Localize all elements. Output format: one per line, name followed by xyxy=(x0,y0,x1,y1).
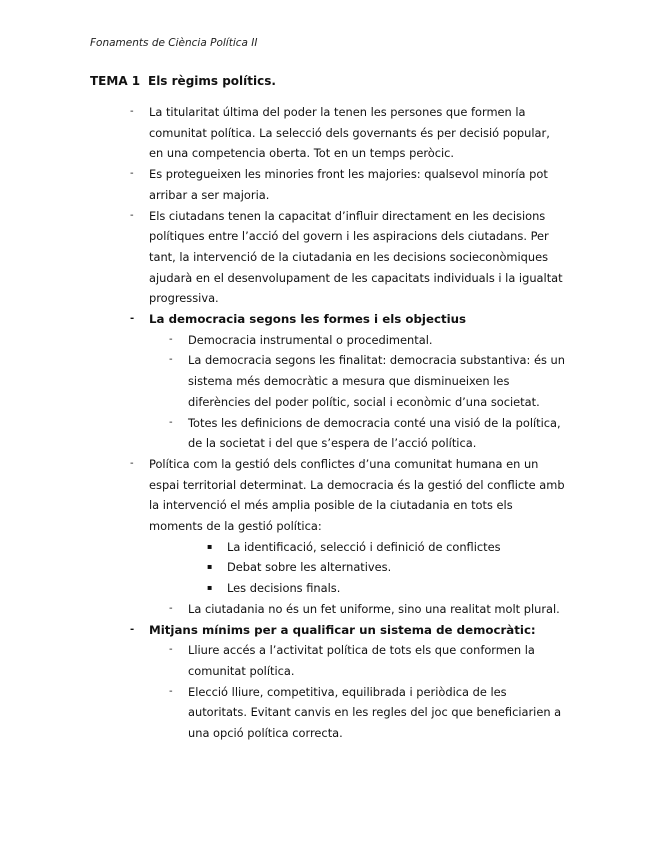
list-item xyxy=(0,102,565,164)
list-item xyxy=(0,350,565,412)
list-item xyxy=(0,413,565,454)
dash-bullet-icon: - xyxy=(169,644,173,656)
list-item-text: Política com la gestió dels conflictes d’una comunitat humana en un espai territorial determinat. La democracia és la gestió del conflicte amb la intervenció el més amplia posible de la ciutadania en tots els moments de la gestió política: xyxy=(149,456,565,534)
list-item xyxy=(0,454,565,537)
square-bullet-icon: ▪ xyxy=(207,541,213,551)
dash-bullet-icon: - xyxy=(169,416,173,428)
list-item-text: Elecció lliure, competitiva, equilibrada i periòdica de les autoritats. Evitant canvis en les regles del joc que beneficiarien a una opció política correcta. xyxy=(188,684,562,741)
list-item-text: La identificació, selecció i definició de conflictes xyxy=(227,539,501,554)
list-item xyxy=(0,557,565,578)
list-item xyxy=(0,537,565,558)
dash-bullet-icon: - xyxy=(130,168,134,180)
list-item-text: Els ciutadans tenen la capacitat d’influir directament en les decisions polítiques entre l’acció del govern i les aspiracions dels ciutadans. Per tant, la intervenció de la ciutadania en les decisions socieconòmiques ajudarà en el desenvolupament de les capacitats individuals i la igualtat progressiva. xyxy=(149,208,563,306)
list-item xyxy=(0,164,565,205)
dash-bullet-icon: - xyxy=(169,354,173,366)
list-item-text: La ciutadania no és un fet uniforme, sino una realitat molt plural. xyxy=(188,601,560,616)
list-item xyxy=(0,206,565,310)
bullet-list xyxy=(0,102,655,744)
list-item-text: La titularitat última del poder la tenen les persones que formen la comunitat política. La selecció dels governants és per decisió popular, en una competencia oberta. Tot en un temps peròcic. xyxy=(149,105,550,161)
list-item-text: Es protegueixen les minories front les majories: qualsevol minoría pot arribar a ser majoria. xyxy=(149,167,548,202)
list-item-text: Totes les definicions de democracia conté una visió de la política, de la societat i del que s’espera de l’acció política. xyxy=(188,415,561,451)
list-item-text: Mitjans mínims per a qualificar un sistema de democràtic: xyxy=(149,622,536,637)
list-item xyxy=(0,640,565,681)
dash-bullet-icon: - xyxy=(169,685,173,697)
list-item-text: Lliure accés a l’activitat política de tots els que conformen la comunitat política. xyxy=(188,643,535,678)
section-number: TEMA 1 xyxy=(90,74,141,88)
list-item-text: Les decisions finals. xyxy=(227,581,341,596)
list-item-text: Democracia instrumental o procedimental. xyxy=(188,332,433,347)
dash-bullet-icon: - xyxy=(130,457,134,469)
square-bullet-icon: ▪ xyxy=(207,562,213,572)
dash-bullet-icon: - xyxy=(169,602,173,614)
running-header: Fonaments de Ciència Política II xyxy=(90,37,258,49)
list-item xyxy=(0,682,565,744)
square-bullet-icon: ▪ xyxy=(207,583,213,593)
dash-bullet-icon: - xyxy=(130,313,135,325)
list-item xyxy=(0,309,565,330)
list-item xyxy=(0,578,565,599)
list-item-text: Debat sobre les alternatives. xyxy=(227,560,392,575)
dash-bullet-icon: - xyxy=(130,623,135,635)
list-item xyxy=(0,620,565,641)
section-title: Els règims polítics. xyxy=(148,74,276,88)
list-item-text: La democracia segons les finalitat: democracia substantiva: és un sistema més democràtic a mesura que disminueixen les diferències del poder polític, social i econòmic d’una societat. xyxy=(188,353,565,409)
dash-bullet-icon: - xyxy=(130,106,134,117)
list-item xyxy=(0,330,565,351)
list-item xyxy=(0,599,565,620)
list-item-text: La democracia segons les formes i els objectius xyxy=(149,312,467,327)
section-heading xyxy=(90,74,276,88)
dash-bullet-icon: - xyxy=(169,333,173,345)
dash-bullet-icon: - xyxy=(130,209,134,221)
